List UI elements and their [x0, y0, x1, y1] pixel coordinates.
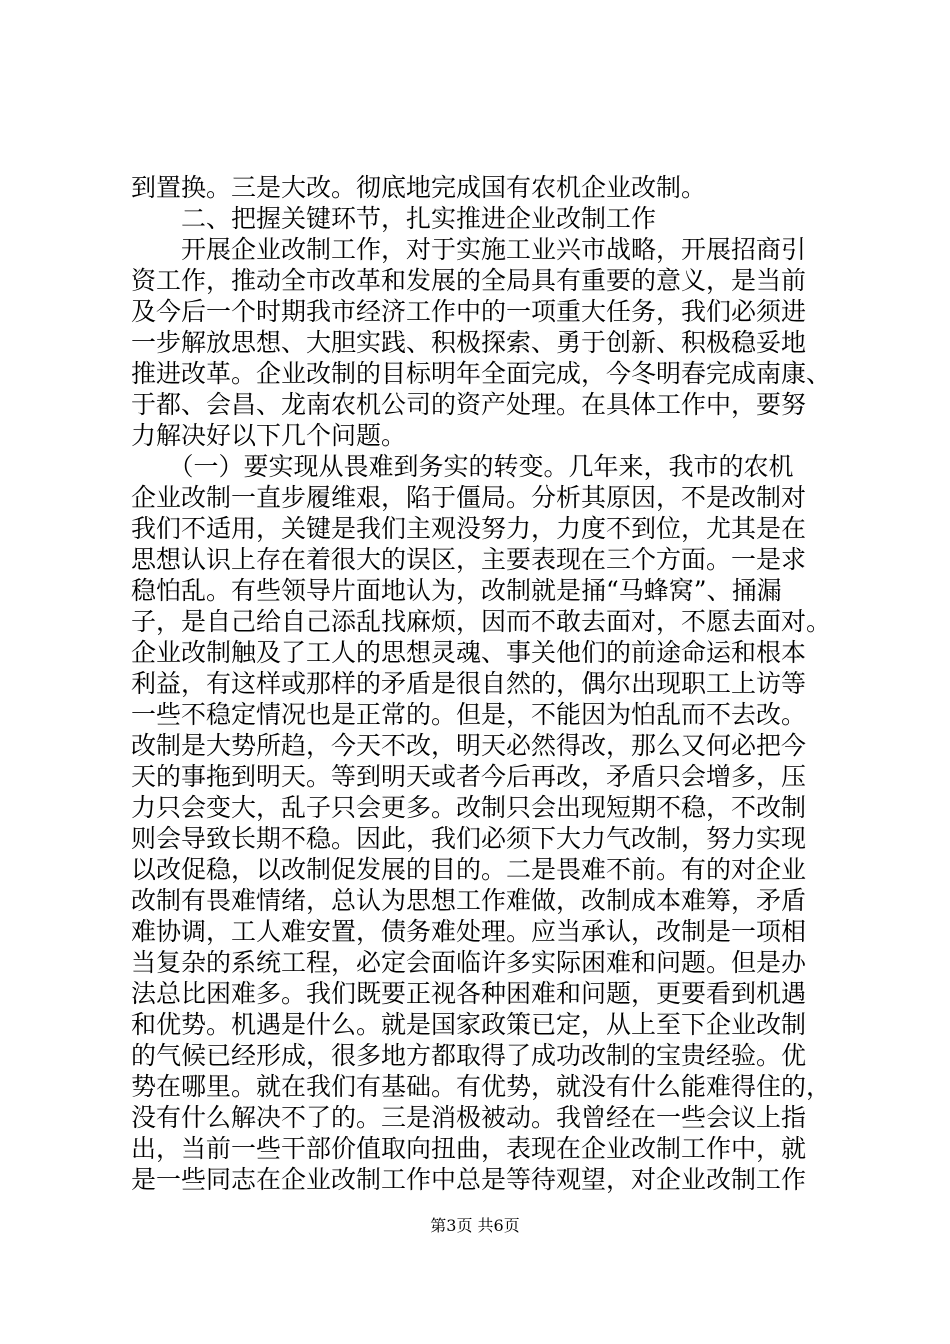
text-line: 法总比困难多。我们既要正视各种困难和问题，更要看到机遇 [131, 979, 807, 1008]
text-line: 我们不适用，关键是我们主观没努力，力度不到位，尤其是在 [131, 514, 807, 543]
text-line: 改制是大势所趋，今天不改，明天必然得改，那么又何必把今 [131, 731, 807, 760]
text-line: 企业改制一直步履维艰，陷于僵局。分析其原因，不是改制对 [131, 483, 807, 512]
text-line: 出，当前一些干部价值取向扭曲，表现在企业改制工作中，就 [131, 1134, 807, 1163]
text-line: 开展企业改制工作，对于实施工业兴市战略，开展招商引 [131, 235, 807, 264]
text-line: 推进改革。企业改制的目标明年全面完成，今冬明春完成南康、 [131, 359, 831, 388]
text-line: 力解决好以下几个问题。 [131, 421, 407, 450]
text-line: 力只会变大，乱子只会更多。改制只会出现短期不稳，不改制 [131, 793, 807, 822]
text-line: （一）要实现从畏难到务实的转变。几年来，我市的农机 [131, 452, 794, 481]
text-line: 的气候已经形成，很多地方都取得了成功改制的宝贵经验。优 [131, 1041, 807, 1070]
text-line: 一步解放思想、大胆实践、积极探索、勇于创新、积极稳妥地 [131, 328, 807, 357]
text-line: 难协调，工人难安置，债务难处理。应当承认，改制是一项相 [131, 917, 807, 946]
text-line: 以改促稳，以改制促发展的目的。二是畏难不前。有的对企业 [131, 855, 807, 884]
text-line: 势在哪里。就在我们有基础。有优势，就没有什么能难得住的， [131, 1072, 831, 1101]
text-line: 天的事拖到明天。等到明天或者今后再改，矛盾只会增多，压 [131, 762, 807, 791]
text-line: 和优势。机遇是什么。就是国家政策已定，从上至下企业改制 [131, 1010, 807, 1039]
text-line: 子，是自己给自己添乱找麻烦，因而不敢去面对，不愿去面对。 [131, 607, 831, 636]
text-line: 企业改制触及了工人的思想灵魂、事关他们的前途命运和根本 [131, 638, 807, 667]
text-line: 到置换。三是大改。彻底地完成国有农机企业改制。 [131, 173, 707, 202]
text-line: 是一些同志在企业改制工作中总是等待观望，对企业改制工作 [131, 1165, 807, 1194]
text-line: 稳怕乱。有些领导片面地认为，改制就是捅“马蜂窝”、捅漏 [131, 576, 782, 605]
text-line: 思想认识上存在着很大的误区，主要表现在三个方面。一是求 [131, 545, 807, 574]
text-line: 一些不稳定情况也是正常的。但是，不能因为怕乱而不去改。 [131, 700, 807, 729]
text-line: 当复杂的系统工程，必定会面临许多实际困难和问题。但是办 [131, 948, 807, 977]
text-line: 及今后一个时期我市经济工作中的一项重大任务，我们必须进 [131, 297, 807, 326]
text-line: 于都、会昌、龙南农机公司的资产处理。在具体工作中，要努 [131, 390, 807, 419]
section-heading: 二、把握关键环节，扎实推进企业改制工作 [131, 204, 657, 233]
text-line: 资工作，推动全市改革和发展的全局具有重要的意义，是当前 [131, 266, 807, 295]
text-line: 没有什么解决不了的。三是消极被动。我曾经在一些会议上指 [131, 1103, 807, 1132]
page-number-footer: 第3页 共6页 [430, 1216, 520, 1235]
text-line: 改制有畏难情绪，总认为思想工作难做，改制成本难筹，矛盾 [131, 886, 807, 915]
text-line: 则会导致长期不稳。因此，我们必须下大力气改制，努力实现 [131, 824, 807, 853]
text-line: 利益，有这样或那样的矛盾是很自然的，偶尔出现职工上访等 [131, 669, 807, 698]
